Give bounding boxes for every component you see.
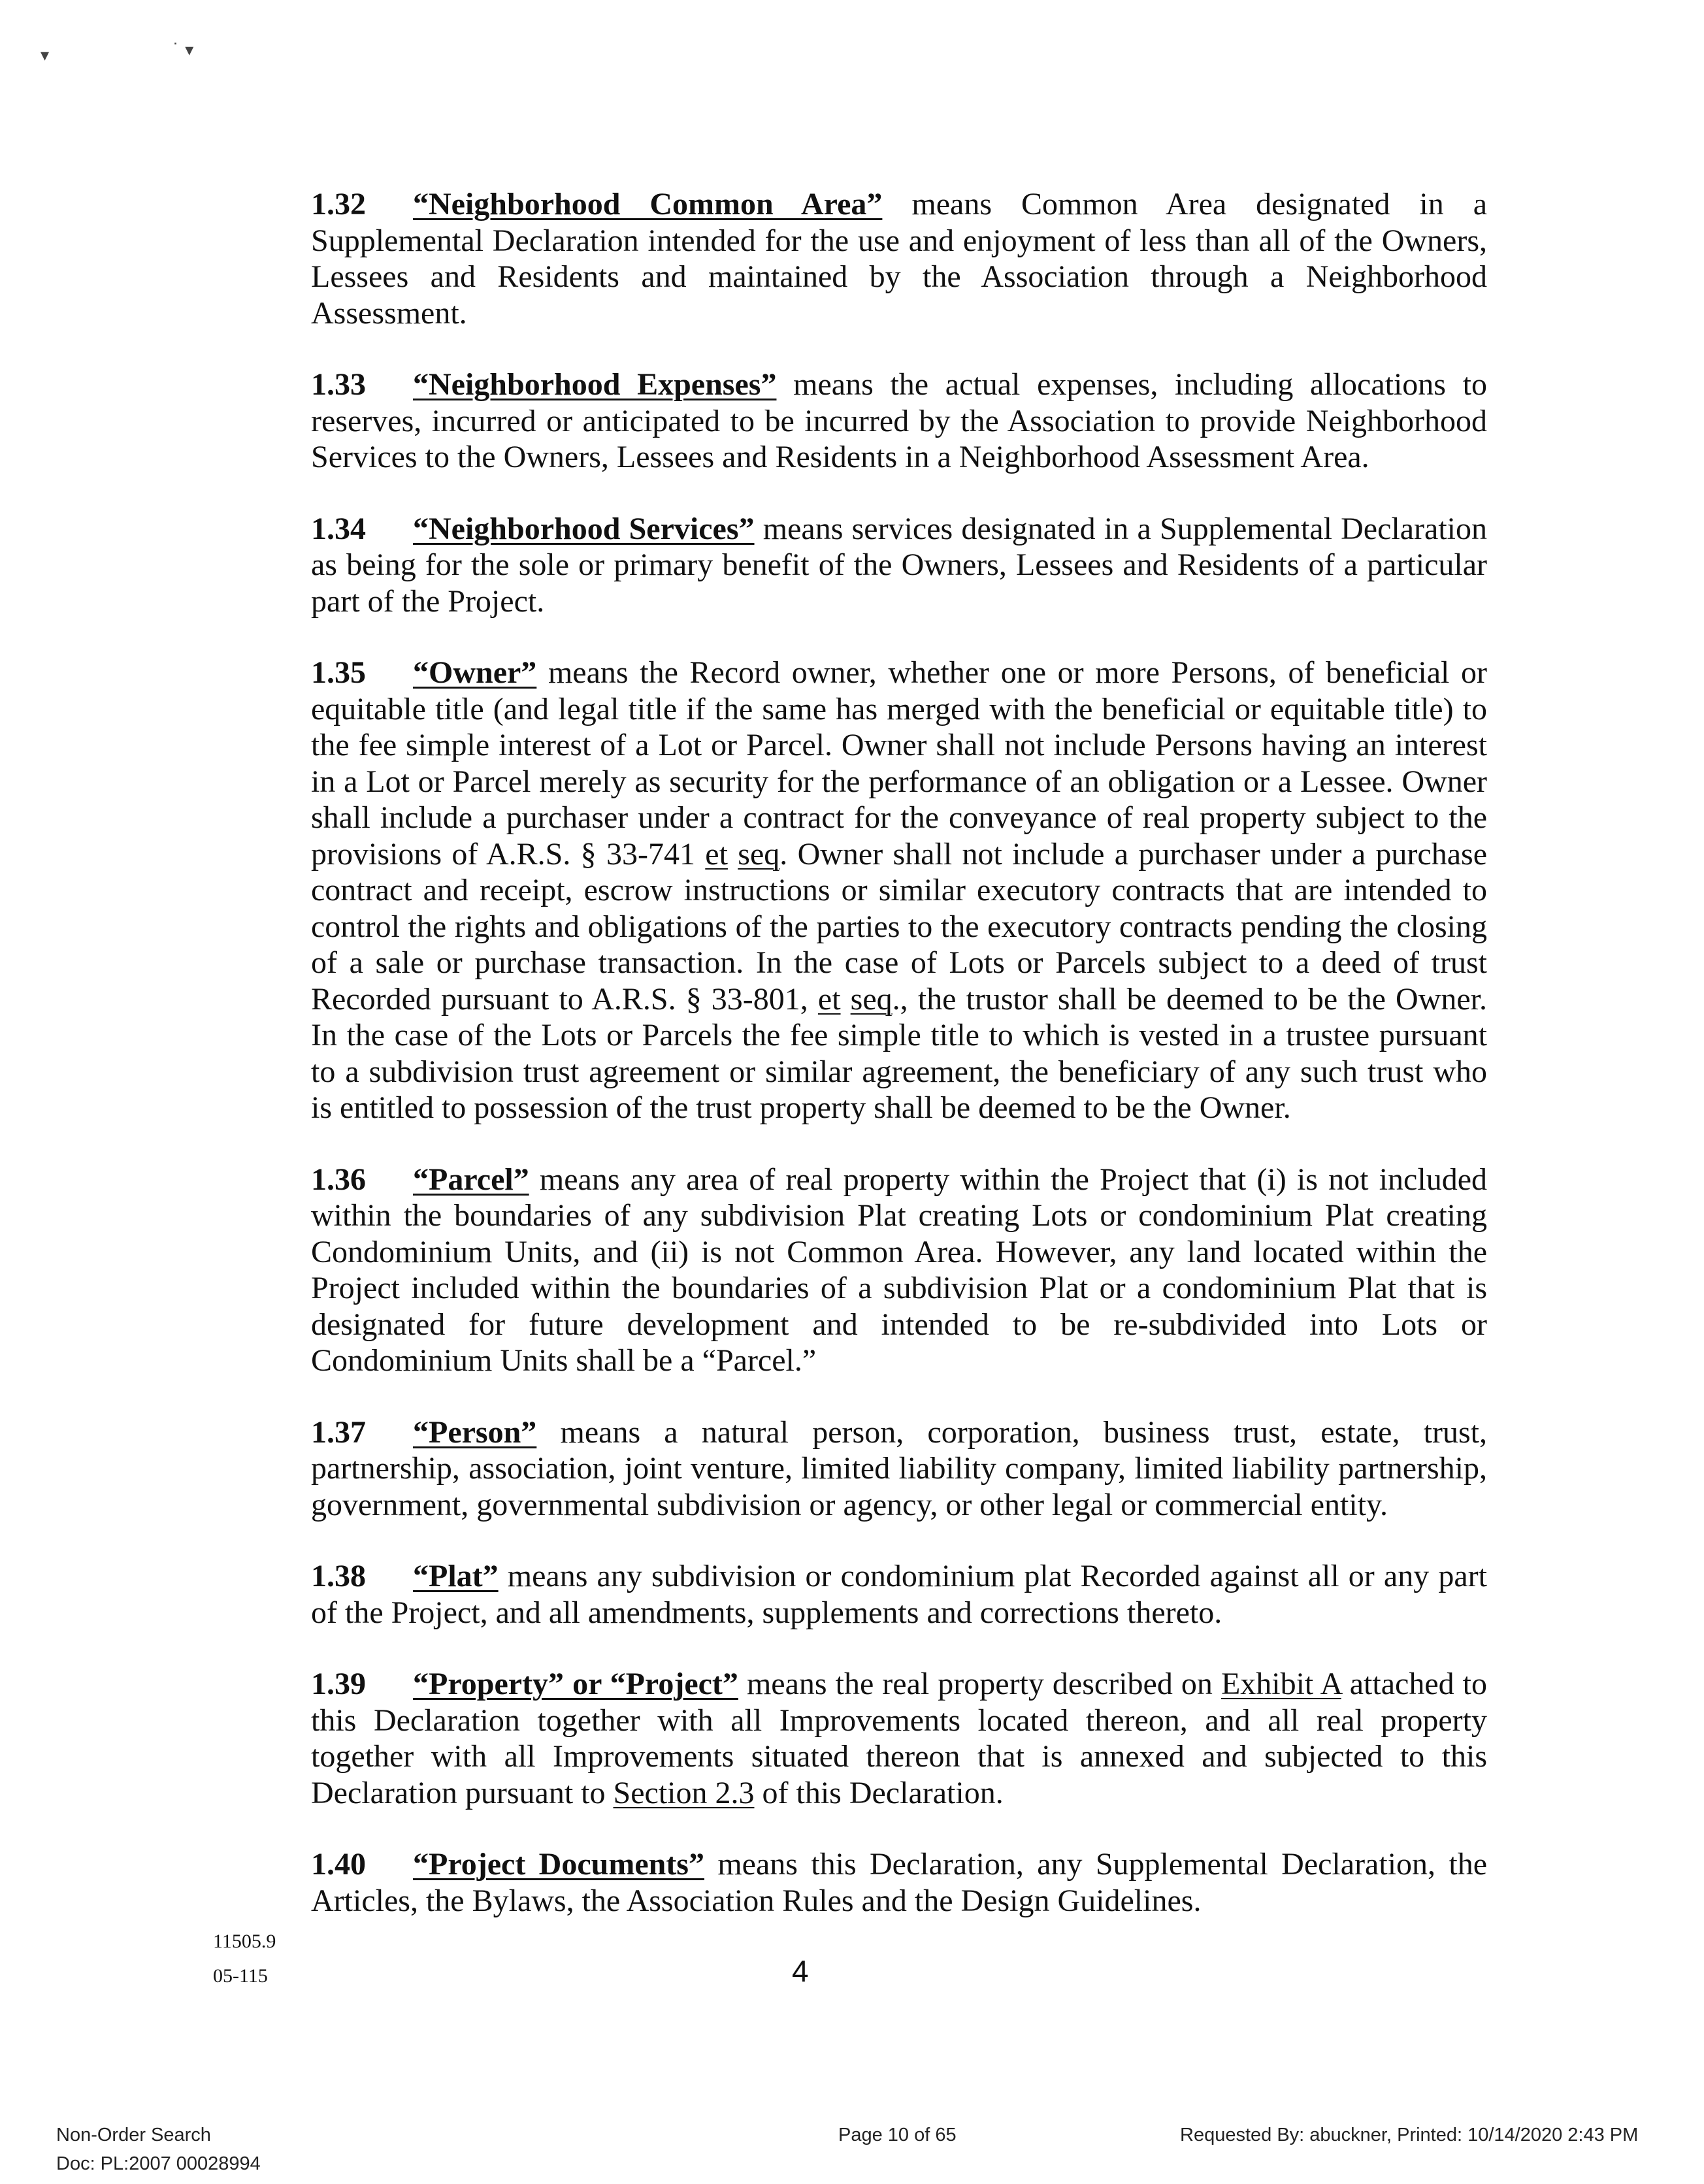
- section-1-36: [213, 1162, 1487, 1379]
- definition-text: means the actual expenses, including allocations to reserves, incurred or anticipated to be incurred by the Association to provide Neighborhood Services to the Owners, Lessees and Residents in a Neighborhood Assessment Area.: [311, 367, 1488, 474]
- defined-term: “Owner”: [413, 655, 537, 690]
- definition-text: means this Declaration, any Supplemental Declaration, the Articles, the Bylaws, the Association Rules and the Design Guidelines.: [311, 1847, 1488, 1918]
- footer-page-count: Page 10 of 65: [838, 2125, 957, 2145]
- section-1-34: [213, 511, 1487, 620]
- scan-artifact: ▾: [41, 46, 50, 65]
- definition-text: means the real property described on: [738, 1667, 1221, 1701]
- section-1-37: [213, 1414, 1487, 1524]
- defined-term: “Person”: [413, 1414, 537, 1450]
- exhibit-a-reference: Exhibit A: [1221, 1667, 1341, 1701]
- document-code: 11505.9: [213, 1931, 276, 1952]
- scan-artifact: ˙ ▾: [171, 41, 194, 60]
- section-1-33: [213, 367, 1487, 476]
- section-1-40: [213, 1846, 1487, 1919]
- definition-text: means a natural person, corporation, business trust, estate, trust, partnership, association, joint venture, limited liability company, limited liability partnership, government, governmental subdivision or agency, or other legal or commercial entity.: [311, 1414, 1487, 1522]
- section-1-32: [213, 186, 1487, 331]
- section-number: 1.34: [311, 511, 366, 546]
- latin-seq: seq: [738, 836, 780, 872]
- section-1-35: [213, 655, 1487, 1126]
- latin-seq: seq: [850, 981, 893, 1017]
- defined-term: “Neighborhood Common Area”: [413, 187, 883, 221]
- definition-text: ., the trustor shall be deemed to be the Owner. In the case of the Lots or Parcels the fee simple title to which is vested in a trustee pursuant to a subdivision trust agreement or similar agreement, the beneficiary of any such trust who is entitled to possession of the trust property shall be deemed to be the Owner.: [311, 981, 1488, 1125]
- defined-term: “Neighborhood Services”: [413, 511, 755, 546]
- defined-term: “Plat”: [413, 1559, 499, 1593]
- section-number: 1.40: [311, 1847, 366, 1882]
- definition-text: means any subdivision or condominium plat Recorded against all or any part of the Project, and all amendments, supplements and corrections thereto.: [311, 1559, 1487, 1630]
- section-number: 1.33: [311, 367, 366, 402]
- footer-doc-id: Doc: PL:2007 00028994: [56, 2153, 261, 2174]
- section-number: 1.36: [311, 1162, 366, 1197]
- definitions-body: [213, 186, 1487, 1954]
- definition-text: . Owner shall not include a purchaser under a purchase contract and receipt, escrow instructions or similar executory contracts that are intended to control the rights and obligations of the parties to the executory contracts pending the closing of a sale or purchase transaction. In the case of Lots or Parcels subject to a deed of trust Recorded pursuant to A.R.S. § 33-801,: [311, 836, 1488, 1017]
- definition-text: means Common Area designated in a Supplemental Declaration intended for the use and enjoyment of less than all of the Owners, Lessees and Residents and maintained by the Association through a Neighborhood Assessment.: [311, 187, 1487, 331]
- defined-term: “Property” or “Project”: [413, 1667, 738, 1701]
- section-number: 1.32: [311, 187, 366, 221]
- defined-term: “Project Documents”: [413, 1847, 704, 1882]
- latin-et: et: [705, 836, 728, 872]
- section-1-39: [213, 1666, 1487, 1811]
- defined-term: “Parcel”: [413, 1162, 529, 1197]
- section-number: 1.35: [311, 655, 366, 690]
- section-2-3-reference: Section 2.3: [613, 1775, 755, 1810]
- section-1-38: [213, 1558, 1487, 1631]
- defined-term: “Neighborhood Expenses”: [413, 367, 777, 402]
- document-code: 05-115: [213, 1965, 268, 1987]
- footer-search-type: Non-Order Search: [56, 2125, 211, 2145]
- definition-text: means the Record owner, whether one or more Persons, of beneficial or equitable title (and legal title if the same has merged with the beneficial or equitable title) to the fee simple interest of a Lot or Parcel. Owner shall not include Persons having an interest in a Lot or Parcel merely as security for the performance of an obligation or a Lessee. Owner shall include a purchaser under a contract for the conveyance of real property subject to the provisions of A.R.S. § 33-741: [311, 655, 1487, 872]
- latin-et: et: [817, 981, 841, 1017]
- definition-text: of this Declaration.: [754, 1775, 1004, 1810]
- definition-text: means any area of real property within the Project that (i) is not included within the boundaries of any subdivision Plat creating Lots or condominium Plat creating Condominium Units, and (ii) is not Common Area. However, any land located within the Project included within the boundaries of a subdivision Plat or a condominium Plat that is designated for future development and intended to be re-subdivided into Lots or Condominium Units shall be a “Parcel.”: [311, 1162, 1487, 1378]
- definition-text: attached to this Declaration together with all Improvements located thereon, and all real property together with all Improvements situated thereon that is annexed and subjected to this Declaration pursuant to: [311, 1667, 1487, 1810]
- page-number: 4: [792, 1954, 809, 1988]
- section-number: 1.39: [311, 1667, 366, 1701]
- footer-requested-by: Requested By: abuckner, Printed: 10/14/2020 2:43 PM: [1180, 2125, 1639, 2145]
- definition-text: means services designated in a Supplemental Declaration as being for the sole or primary benefit of the Owners, Lessees and Residents of a particular part of the Project.: [311, 511, 1488, 619]
- section-number: 1.37: [311, 1414, 366, 1450]
- section-number: 1.38: [311, 1559, 366, 1593]
